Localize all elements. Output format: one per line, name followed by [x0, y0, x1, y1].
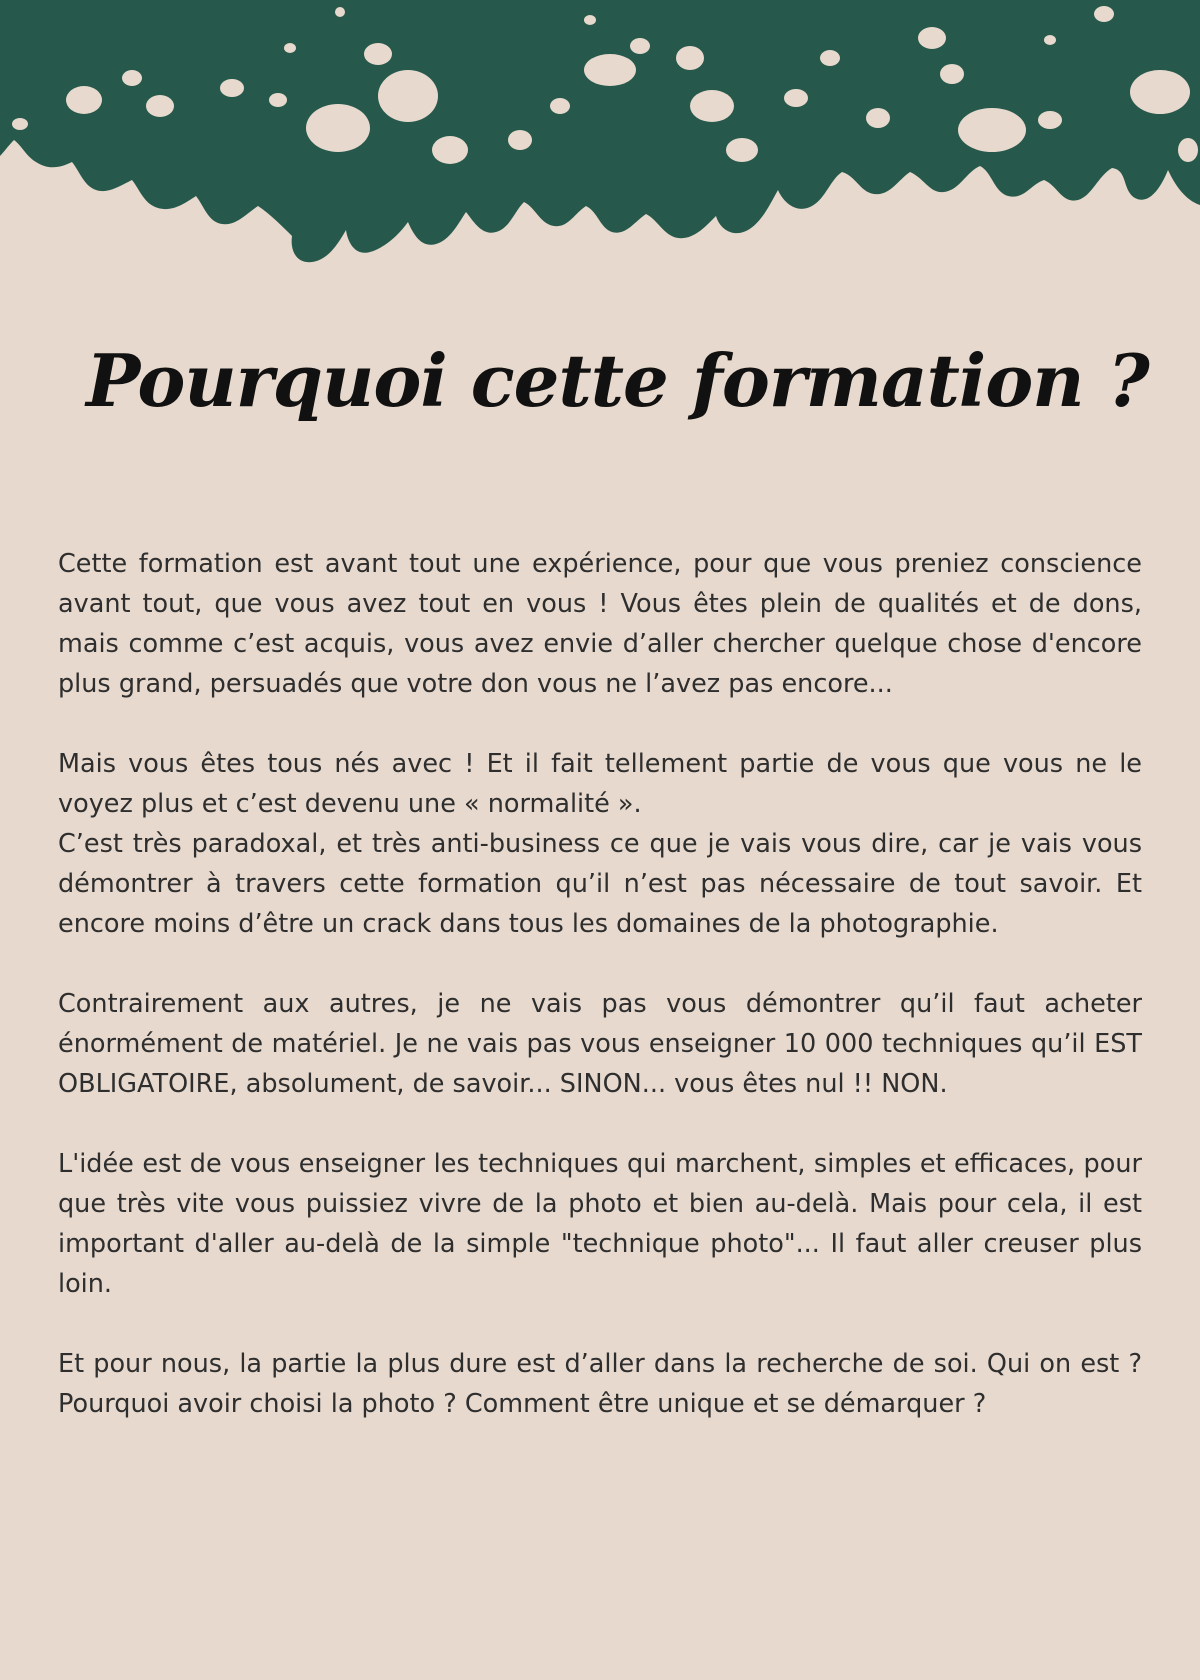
- paragraph-1: Cette formation est avant tout une expérience, pour que vous preniez conscience avant tout, que vous avez tout en vous ! Vous êtes plein de qualités et de dons, mais comme c’est acquis, vous avez envie d’aller chercher quelque chose d'encore plus grand, persuadés que votre don vous ne l’avez pas encore...: [58, 549, 1142, 699]
- paragraph-5: L'idée est de vous enseigner les techniques qui marchent, simples et efficaces, pour que très vite vous puissiez vivre de la photo et bien au-delà. Mais pour cela, il est important d'aller au-delà de la simple "technique photo"... Il faut aller creuser plus loin.: [58, 1149, 1142, 1299]
- paragraph-3: C’est très paradoxal, et très anti-business ce que je vais vous dire, car je vais vous démontrer à travers cette formation qu’il n’est pas nécessaire de tout savoir. Et encore moins d’être un crack dans tous les domaines de la photographie.: [58, 829, 1142, 939]
- page-title: Pourquoi cette formation ?: [86, 338, 1149, 423]
- paint-splash-decoration: [0, 0, 1200, 270]
- paragraph-2: Mais vous êtes tous nés avec ! Et il fait tellement partie de vous que vous ne le voyez plus et c’est devenu une « normalité ».: [58, 749, 1142, 819]
- paragraph-6: Et pour nous, la partie la plus dure est d’aller dans la recherche de soi. Qui on est ? Pourquoi avoir choisi la photo ? Comment être unique et se démarquer ?: [58, 1349, 1142, 1419]
- paragraph-4: Contrairement aux autres, je ne vais pas vous démontrer qu’il faut acheter énormément de matériel. Je ne vais pas vous enseigner 10 000 techniques qu’il EST OBLIGATOIRE, absolument, de savoir... SINON... vous êtes nul !! NON.: [58, 989, 1142, 1099]
- body-text: [58, 544, 1142, 1424]
